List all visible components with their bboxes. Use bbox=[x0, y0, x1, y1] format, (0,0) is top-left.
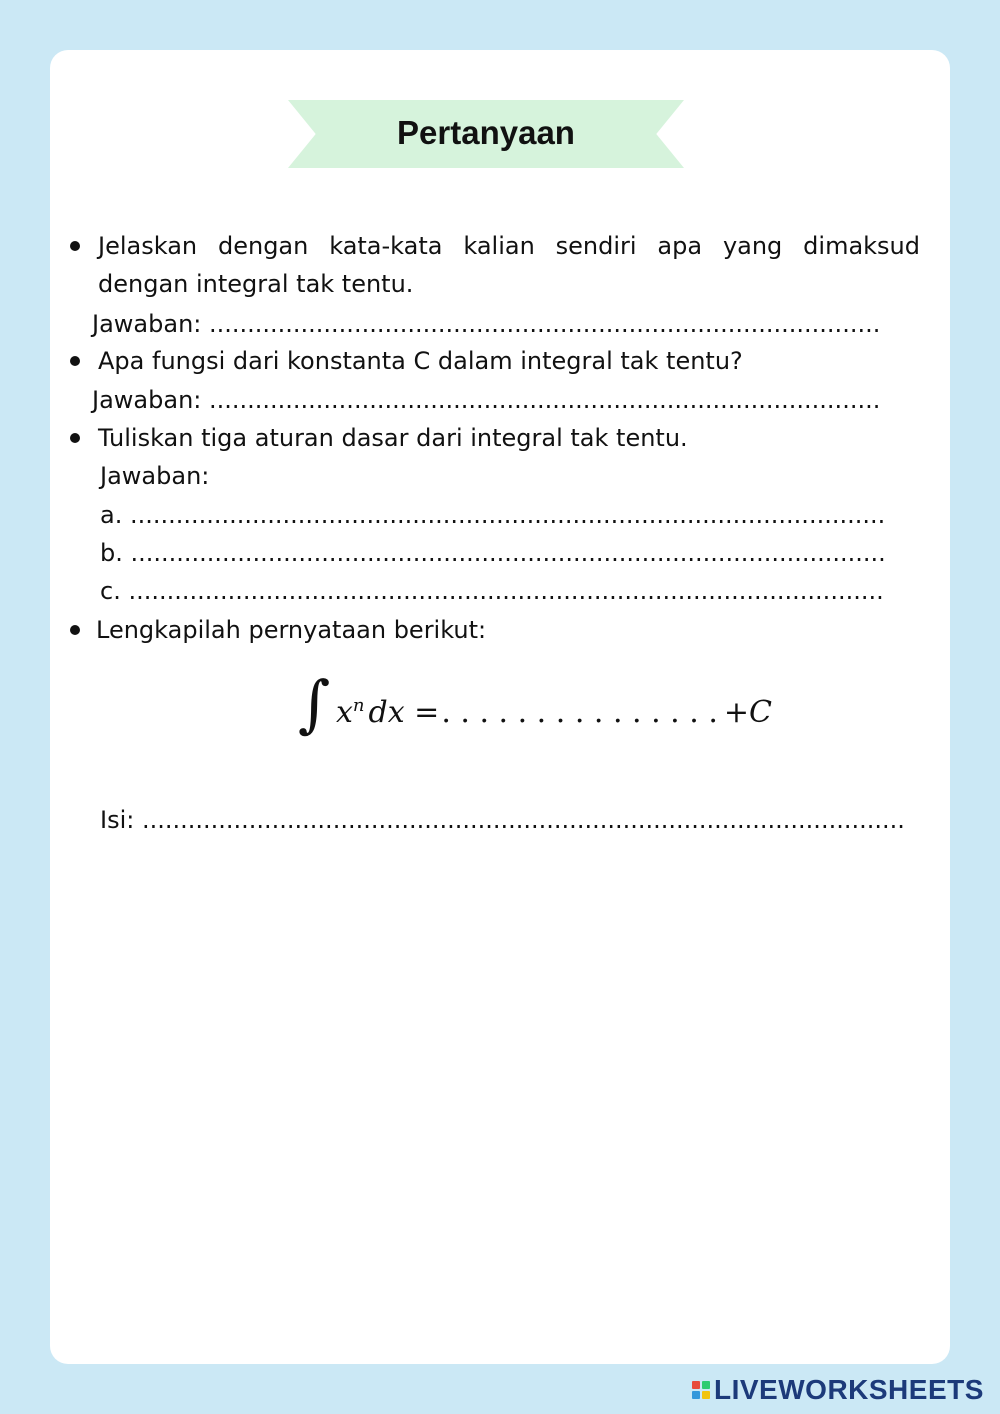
answer-label-q3: Jawaban: bbox=[100, 462, 210, 490]
question-1-line-2: dengan integral tak tentu. bbox=[98, 270, 414, 298]
formula-base: x bbox=[336, 695, 353, 730]
answer-field-q2[interactable]: Jawaban: ........................................................................................ bbox=[92, 386, 881, 414]
question-3: Tuliskan tiga aturan dasar dari integral tak tentu. bbox=[98, 424, 688, 452]
formula-constant: +C bbox=[723, 695, 772, 730]
liveworksheets-logo-icon bbox=[692, 1381, 710, 1399]
formula-blank[interactable]: . . . . . . . . . . . . . . . bbox=[441, 695, 718, 730]
question-4: Lengkapilah pernyataan berikut: bbox=[96, 616, 487, 644]
bullet-q4 bbox=[70, 625, 80, 635]
question-2: Apa fungsi dari konstanta C dalam integral tak tentu? bbox=[98, 347, 743, 375]
integral-expression bbox=[336, 686, 772, 733]
bullet-q2 bbox=[70, 356, 80, 366]
answer-field-q3-c[interactable]: c. ................................................................................................... bbox=[100, 577, 884, 605]
isi-field[interactable]: Isi: .................................................................................................... bbox=[100, 806, 905, 834]
page-title: Pertanyaan bbox=[397, 114, 575, 151]
formula-differential: dx = bbox=[368, 695, 440, 730]
answer-field-q3-a[interactable]: a. ................................................................................................... bbox=[100, 501, 886, 529]
formula-exponent: n bbox=[352, 695, 365, 716]
bullet-q1 bbox=[70, 241, 80, 251]
question-1-line-1: Jelaskan dengan kata-kata kalian sendiri apa yang dimaksud bbox=[98, 232, 920, 260]
integral-sign: ∫ bbox=[298, 667, 331, 740]
answer-field-q3-b[interactable]: b. ................................................................................................... bbox=[100, 539, 886, 567]
footer-brand-text: LIVEWORKSHEETS bbox=[714, 1374, 984, 1405]
footer-brand bbox=[692, 1374, 984, 1406]
bullet-q3 bbox=[70, 433, 80, 443]
answer-field-q1[interactable]: Jawaban: ........................................................................................ bbox=[92, 310, 881, 338]
